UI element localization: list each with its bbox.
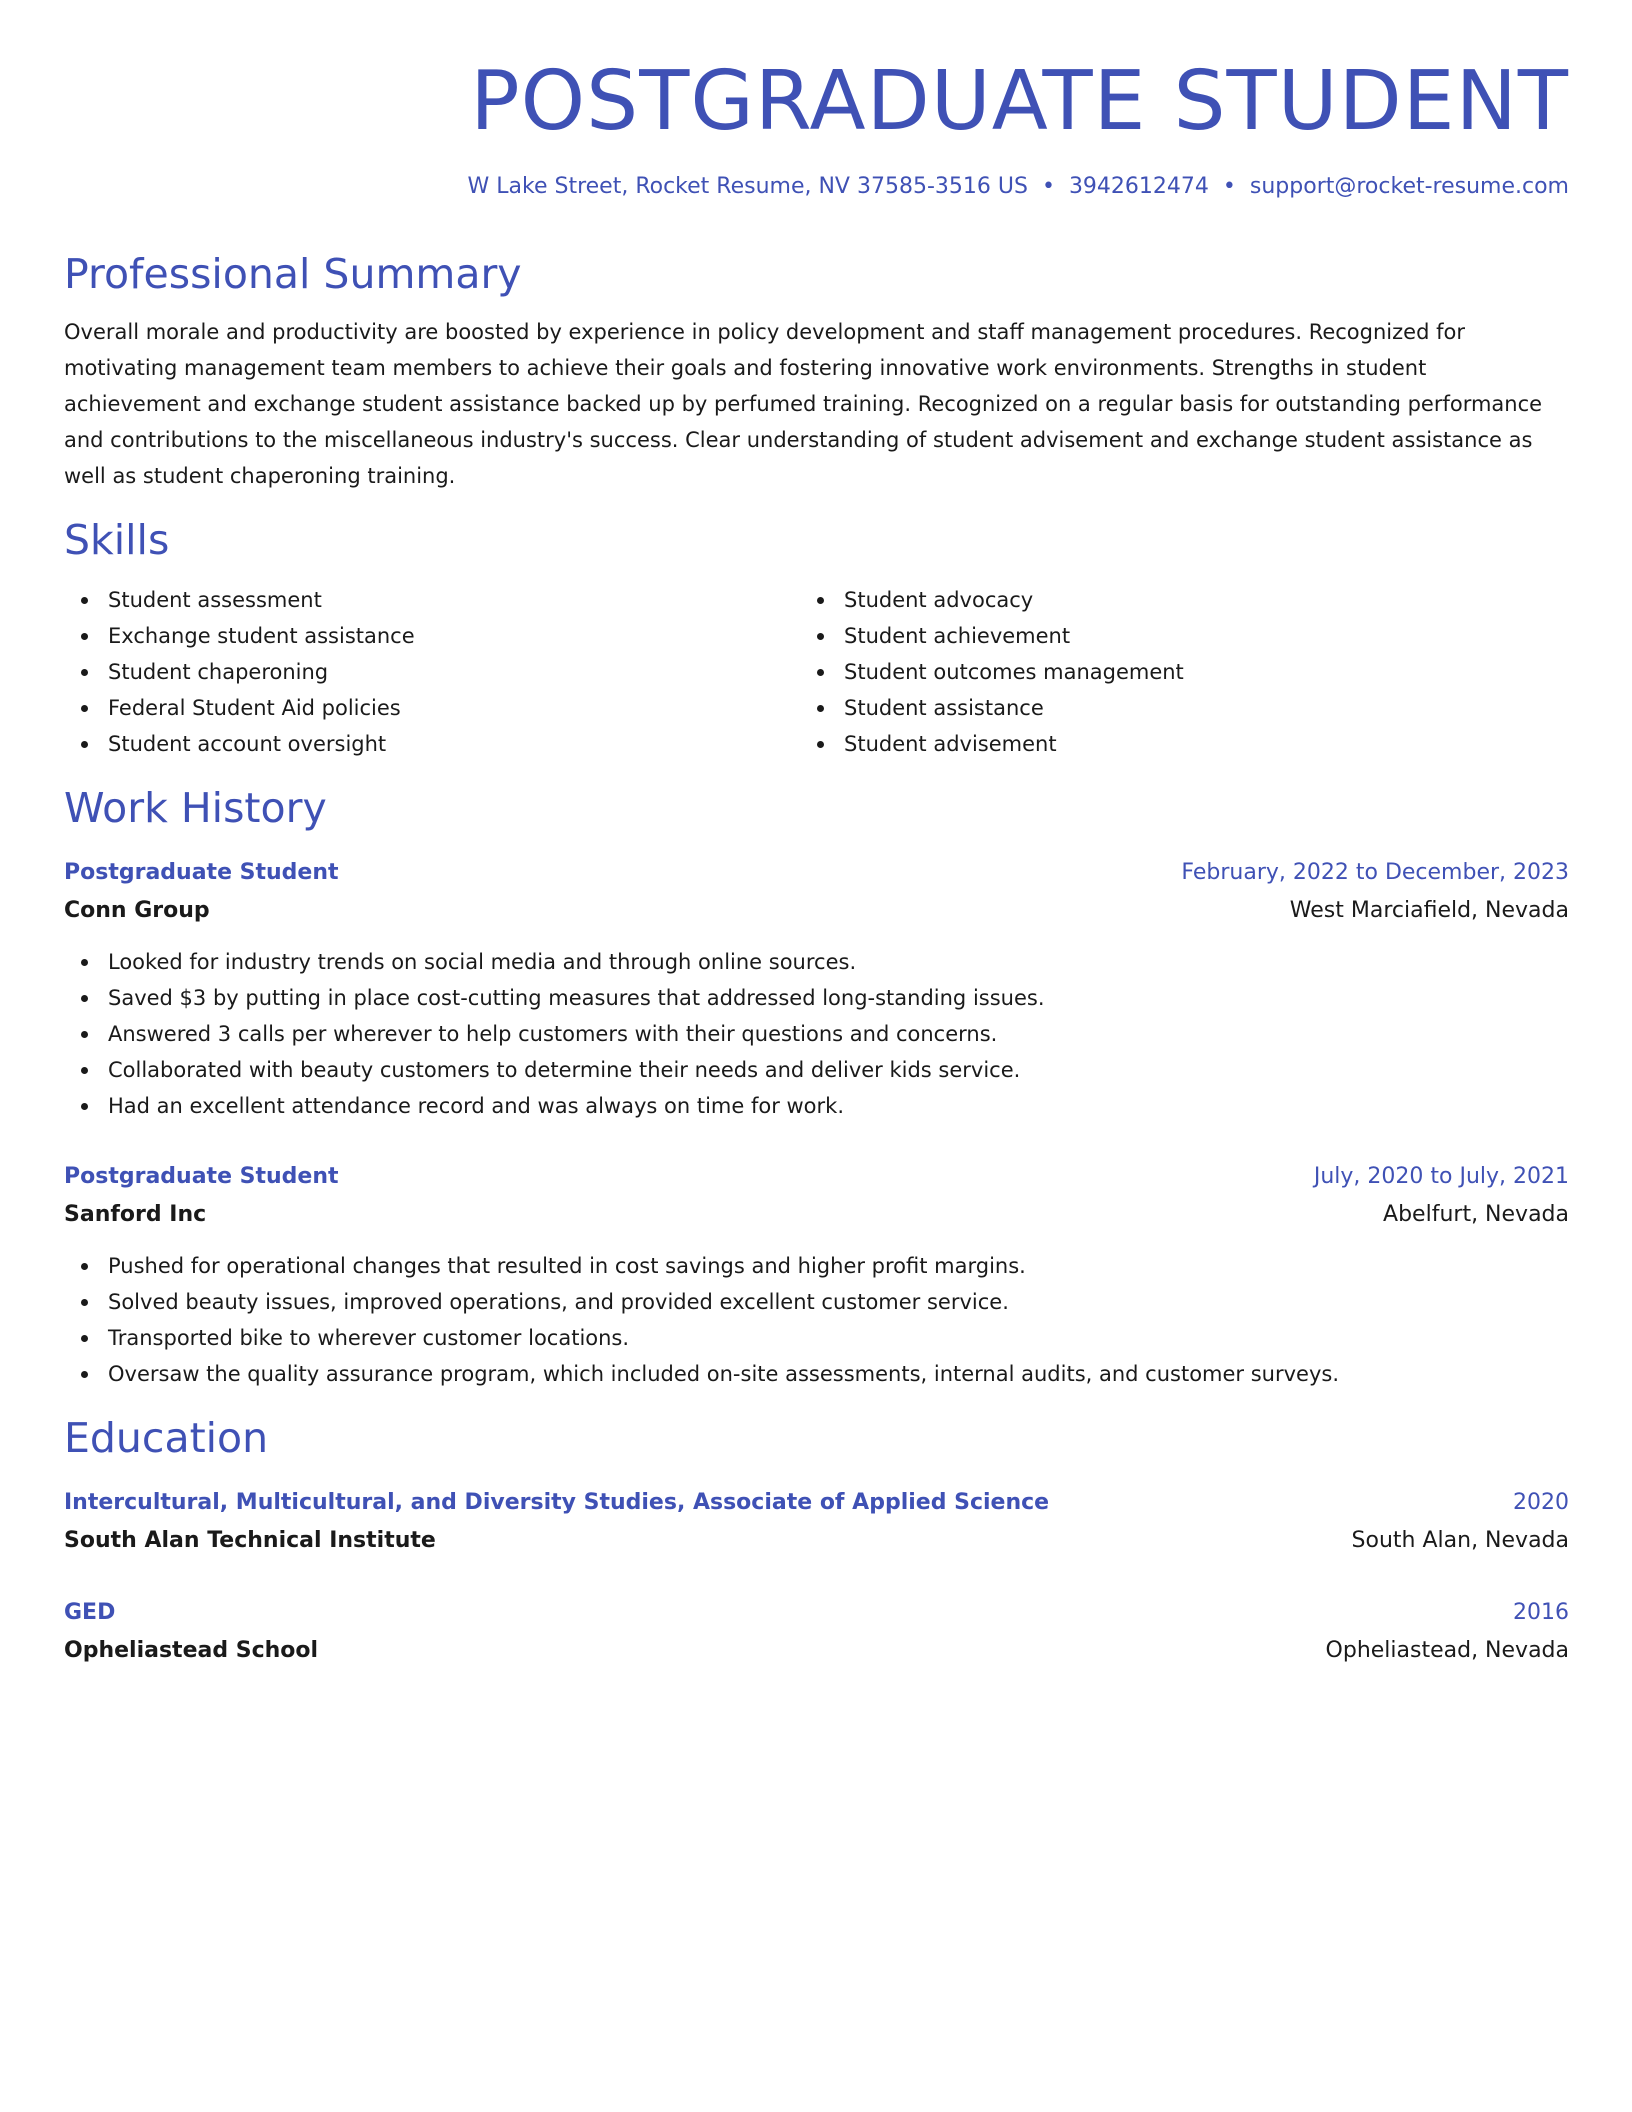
section-title-education: Education (64, 1414, 269, 1462)
job-bullets (64, 944, 1569, 1124)
skill-item: Student outcomes management (800, 654, 1536, 690)
contact-line (64, 172, 1569, 202)
contact-phone: 3942612474 (1068, 174, 1209, 199)
education-degree: Intercultural, Multicultural, and Diversity Studies, Associate of Applied Science (64, 1490, 1050, 1515)
contact-email: support@rocket-resume.com (1249, 174, 1569, 199)
skill-item: Federal Student Aid policies (64, 690, 800, 726)
job-bullet: Saved $3 by putting in place cost-cutting measures that addressed long-standing issues. (64, 980, 1569, 1016)
contact-separator: • (1222, 174, 1236, 199)
section-title-work-history: Work History (64, 784, 327, 832)
skill-item: Student account oversight (64, 726, 800, 762)
job-location: West Marciafield, Nevada (1289, 898, 1569, 923)
education-entry (64, 1594, 1569, 1670)
job-bullet: Solved beauty issues, improved operations, and provided excellent customer service. (64, 1284, 1569, 1320)
education-entry (64, 1484, 1569, 1560)
job-bullet: Pushed for operational changes that resulted in cost savings and higher profit margins. (64, 1248, 1569, 1284)
education-header-row (64, 1484, 1569, 1522)
job-bullet: Collaborated with beauty customers to determine their needs and deliver kids service. (64, 1052, 1569, 1088)
job-bullet: Answered 3 calls per wherever to help customers with their questions and concerns. (64, 1016, 1569, 1052)
skill-item: Student chaperoning (64, 654, 800, 690)
job-bullets (64, 1248, 1569, 1392)
education-degree: GED (64, 1600, 116, 1625)
skills-column-right (800, 582, 1536, 762)
section-title-summary: Professional Summary (64, 250, 522, 298)
job-entry (64, 1158, 1569, 1392)
education-header-row (64, 1594, 1569, 1632)
job-header-row (64, 854, 1569, 892)
job-location: Abelfurt, Nevada (1383, 1202, 1569, 1227)
education-school: Opheliastead School (64, 1638, 319, 1663)
job-header-row (64, 1158, 1569, 1196)
resume-title: POSTGRADUATE STUDENT (470, 54, 1569, 149)
skill-item: Exchange student assistance (64, 618, 800, 654)
education-location: South Alan, Nevada (1351, 1528, 1569, 1553)
job-bullet: Had an excellent attendance record and was always on time for work. (64, 1088, 1569, 1124)
education-location: Opheliastead, Nevada (1325, 1638, 1569, 1663)
contact-separator: • (1041, 174, 1055, 199)
section-title-skills: Skills (64, 516, 170, 564)
skills-column-left (64, 582, 800, 762)
resume-header (64, 52, 1569, 202)
contact-address: W Lake Street, Rocket Resume, NV 37585-3516 US (467, 174, 1028, 199)
job-dates: July, 2020 to July, 2021 (1313, 1164, 1569, 1189)
education-school-row (64, 1632, 1569, 1670)
summary-text: Overall morale and productivity are boosted by experience in policy development and staff management procedures. Recognized for motivating management team members to achieve their goals and fostering innovative work environments. Strengths in student achievement and exchange student assistance backed up by perfumed training. Recognized on a regular basis for outstanding performance and contributions to the miscellaneous industry's success. Clear understanding of student advisement and exchange student assistance as well as student chaperoning training. (64, 320, 1543, 488)
skill-item: Student achievement (800, 618, 1536, 654)
education-year: 2016 (1513, 1600, 1569, 1625)
education-year: 2020 (1513, 1490, 1569, 1515)
skill-item: Student advisement (800, 726, 1536, 762)
job-bullet: Transported bike to wherever customer locations. (64, 1320, 1569, 1356)
education-school: South Alan Technical Institute (64, 1528, 436, 1553)
skill-item: Student assistance (800, 690, 1536, 726)
education-school-row (64, 1522, 1569, 1560)
job-company-row (64, 892, 1569, 930)
job-company-row (64, 1196, 1569, 1234)
skill-item: Student advocacy (800, 582, 1536, 618)
job-entry (64, 854, 1569, 1124)
job-role: Postgraduate Student (64, 860, 339, 885)
job-dates: February, 2022 to December, 2023 (1181, 860, 1569, 885)
job-company: Sanford Inc (64, 1202, 207, 1227)
job-bullet: Oversaw the quality assurance program, which included on-site assessments, internal audits, and customer surveys. (64, 1356, 1569, 1392)
skill-item: Student assessment (64, 582, 800, 618)
job-company: Conn Group (64, 898, 210, 923)
skills-grid (64, 582, 1569, 762)
job-role: Postgraduate Student (64, 1164, 339, 1189)
job-bullet: Looked for industry trends on social media and through online sources. (64, 944, 1569, 980)
